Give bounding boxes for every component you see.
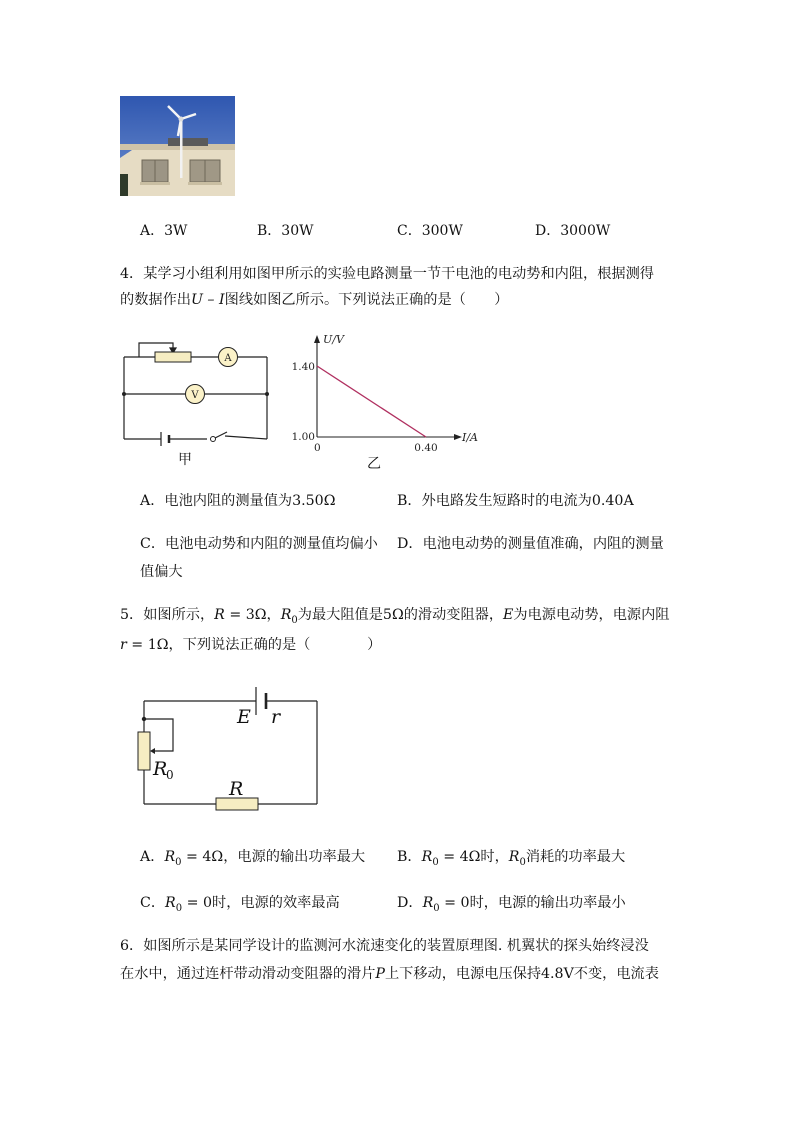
wind-turbine-photo xyxy=(120,96,235,196)
graph-origin-label: 0 xyxy=(314,442,321,454)
q5-stem-line1: 5．如图所示，R = 3Ω，$R_0$为最大阻值是5Ω的滑动变阻器，E为电源电动势，电源内阻 xyxy=(120,607,670,626)
circuit-label-r0: R xyxy=(153,758,168,780)
q4-ui-graph xyxy=(285,330,485,460)
q4-circuit-diagram xyxy=(115,335,275,470)
q5-option-b: B．$R_0 = 4\Omega$时，$R_0$消耗的功率最大 xyxy=(397,849,626,868)
q4-fig1-caption: 甲 xyxy=(178,452,192,468)
q3-option-d: D．3000W xyxy=(535,223,611,239)
q5-circuit-diagram xyxy=(125,682,330,812)
q4-option-d-line2: 值偏大 xyxy=(140,564,183,580)
circuit-label-resistor: R xyxy=(229,778,244,800)
q4-option-b: B．外电路发生短路时的电流为0.40A xyxy=(397,493,634,509)
q3-option-b: B．30W xyxy=(257,223,314,239)
q6-stem-line1: 6．如图所示是某同学设计的监测河水流速变化的装置原理图. 机翼状的探头始终浸没 xyxy=(120,938,649,954)
graph-x-axis-label: I/A xyxy=(462,431,478,444)
q4-stem-line2: 的数据作出U – I图线如图乙所示。下列说法正确的是（ ） xyxy=(120,292,509,308)
circuit-label-e: E xyxy=(237,706,251,728)
graph-y-axis-label: U/V xyxy=(323,333,344,346)
q3-option-a: A．3W xyxy=(140,223,188,239)
q5-option-d: D．$R_0 = 0$时，电源的输出功率最小 xyxy=(397,895,626,914)
q3-option-c: C．300W xyxy=(397,223,463,239)
q4-option-d-line1: D．电池电动势的测量值准确，内阻的测量 xyxy=(397,536,664,552)
q5-stem-line2: r = 1Ω，下列说法正确的是（ ） xyxy=(120,637,382,653)
q4-option-c: C．电池电动势和内阻的测量值均偏小 xyxy=(140,536,378,552)
graph-y-tick-top: 1.40 xyxy=(291,361,315,373)
q4-option-a: A．电池内阻的测量值为3.50Ω xyxy=(140,493,336,509)
q5-option-c: C．$R_0 = 0$时，电源的效率最高 xyxy=(140,895,340,914)
q4-stem-line1: 4．某学习小组利用如图甲所示的实验电路测量一节干电池的电动势和内阻，根据测得 xyxy=(120,266,654,282)
q5-option-a: A．$R_0 = 4\Omega$，电源的输出功率最大 xyxy=(140,849,366,868)
graph-y-tick-bottom: 1.00 xyxy=(291,431,315,443)
q4-fig2-caption: 乙 xyxy=(367,456,381,472)
q4-voltmeter-label: V xyxy=(191,390,199,401)
graph-data-line xyxy=(317,366,426,437)
circuit-label-r0-sub: 0 xyxy=(166,768,174,782)
q6-stem-line2: 在水中，通过连杆带动滑动变阻器的滑片P上下移动，电源电压保持4.8V不变，电流表 xyxy=(120,966,659,982)
q4-ammeter-label: A xyxy=(224,353,232,364)
circuit-label-r: r xyxy=(271,706,281,728)
graph-x-tick: 0.40 xyxy=(414,442,438,454)
